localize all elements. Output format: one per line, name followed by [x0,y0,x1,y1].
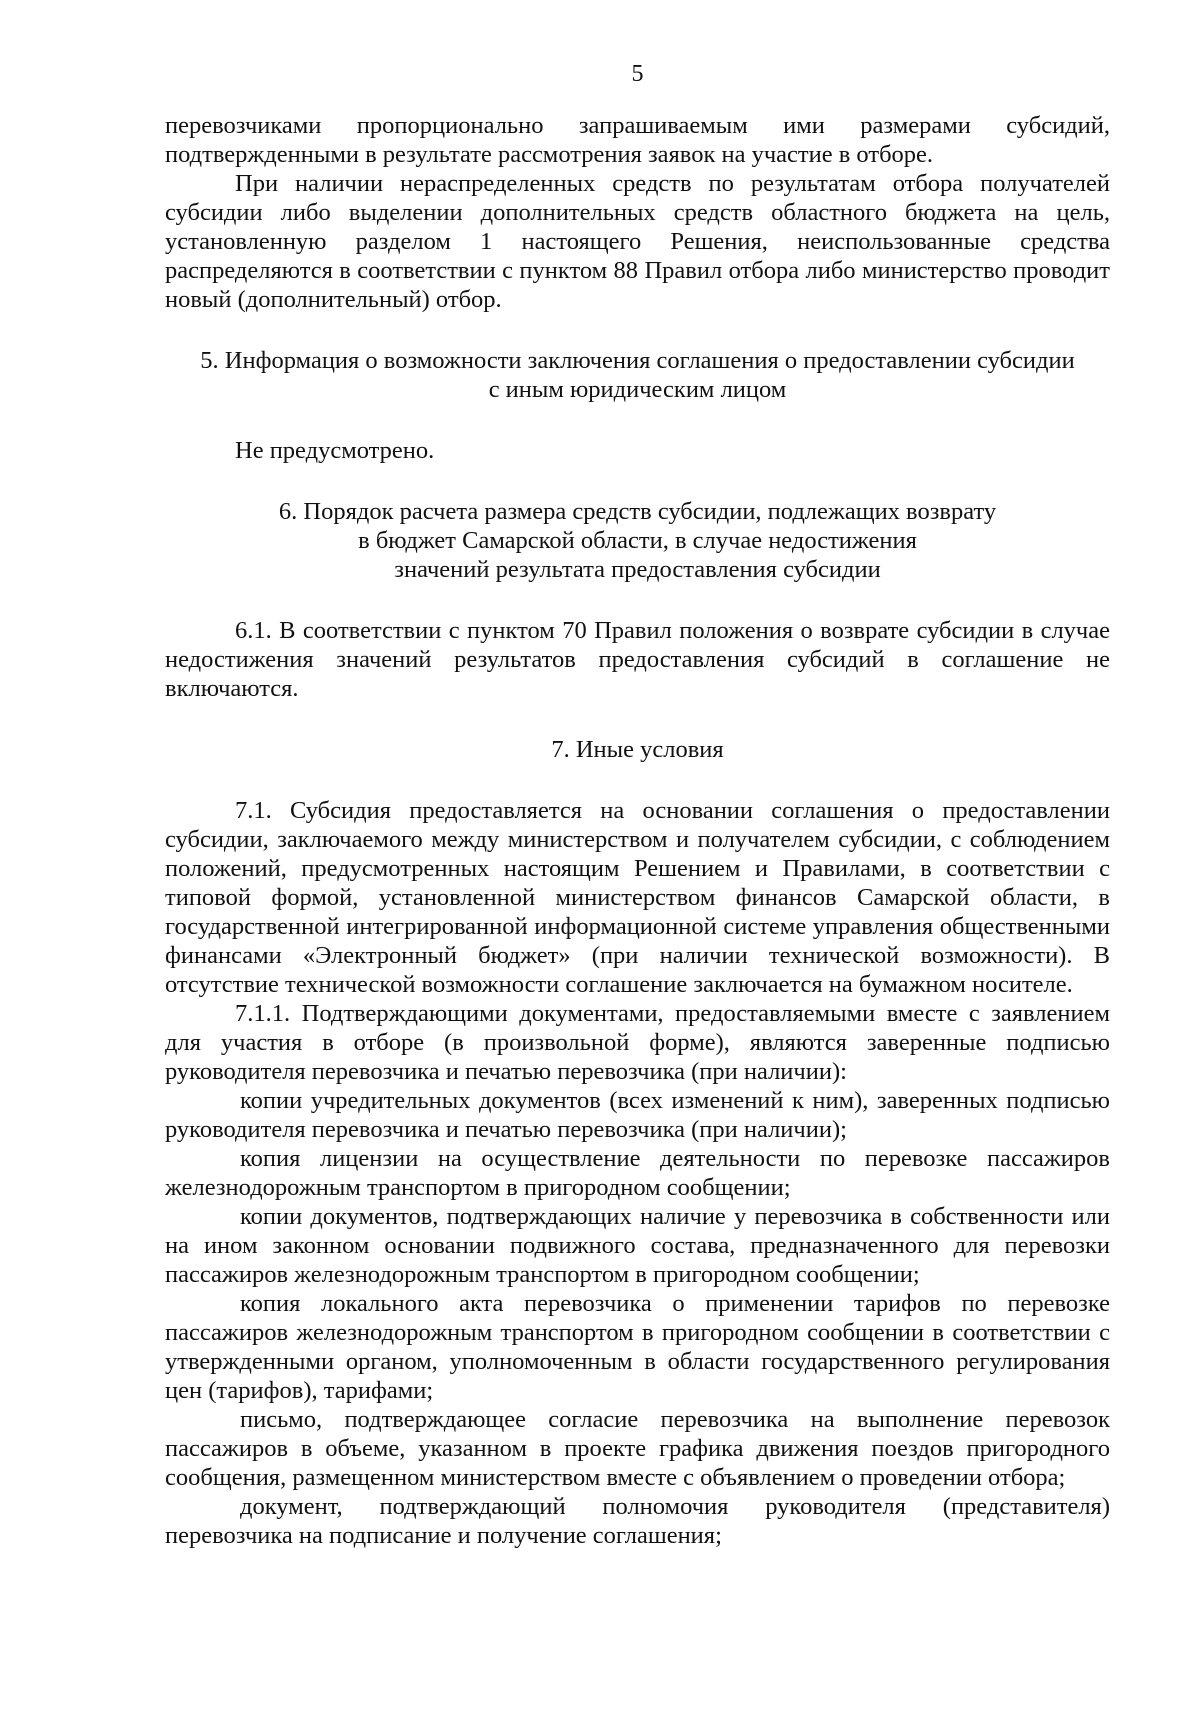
spacer [165,404,1110,436]
list-item-document-3: копии документов, подтверждающих наличие у перевозчика в собственности или на ином законном основании подвижного состава, предназначенного для перевозки пассажиров железнодорожным транспортом в пригородном сообщении; [165,1203,1110,1288]
spacer [165,465,1110,497]
section-5-heading-line-1: 5. Информация о возможности заключения соглашения о предоставлении субсидии [200,347,1075,374]
spacer [165,764,1110,796]
spacer [165,584,1110,616]
list-item-document-5: письмо, подтверждающее согласие перевозчика на выполнение перевозок пассажиров в объеме, указанном в проекте графика движения поездов пригородного сообщения, размещенном министерством вместе с объявлением о проведении отбора; [165,1406,1110,1491]
paragraph-6-1: 6.1. В соответствии с пунктом 70 Правил положения о возврате субсидии в случае недостижения значений результатов предоставления субсидий в соглашение не включаются. [165,617,1110,702]
section-6-heading-line-1: 6. Порядок расчета размера средств субсидии, подлежащих возврату [278,498,997,525]
page-number: 5 [631,61,644,87]
section-6-heading-line-2: в бюджет Самарской области, в случае недостижения [358,527,917,554]
section-6-heading-line-3: значений результата предоставления субсидии [394,556,881,583]
paragraph-7-1-1: 7.1.1. Подтверждающими документами, предоставляемыми вместе с заявлением для участия в отборе (в произвольной форме), являются заверенные подписью руководителя перевозчика и печатью перевозчика (при наличии): [165,1000,1110,1085]
section-7-heading: 7. Иные условия [551,736,724,763]
paragraph-7-1: 7.1. Субсидия предоставляется на основании соглашения о предоставлении субсидии, заключаемого между министерством и получателем субсидии, с соблюдением положений, предусмотренных настоящим Решением и Правилами, в соответствии с типовой формой, установленной министерством финансов Самарской области, в государственной интегрированной информационной системе управления общественными финансами «Электронный бюджет» (при наличии технической возможности). В отсутствие технической возможности соглашение заключается на бумажном носителе. [165,797,1110,998]
list-item-document-2: копия лицензии на осуществление деятельности по перевозке пассажиров железнодорожным транспортом в пригородном сообщении; [165,1145,1110,1201]
section-5-text: Не предусмотрено. [235,437,435,464]
spacer [165,703,1110,735]
list-item-document-6: документ, подтверждающий полномочия руководителя (представителя) перевозчика на подписание и получение соглашения; [165,1493,1110,1549]
spacer [165,314,1110,346]
list-item-document-1: копии учредительных документов (всех изменений к ним), заверенных подписью руководителя перевозчика и печатью перевозчика (при наличии); [165,1087,1110,1143]
paragraph-continuation: перевозчиками пропорционально запрашиваемым ими размерами субсидий, подтвержденными в результате рассмотрения заявок на участие в отборе. [165,112,1110,168]
section-5-heading-line-2: с иным юридическим лицом [488,376,787,403]
paragraph-unallocated-funds: При наличии нераспределенных средств по результатам отбора получателей субсидии либо выделении дополнительных средств областного бюджета на цель, установленную разделом 1 настоящего Решения, неиспользованные средства распределяются в соответствии с пунктом 88 Правил отбора либо министерство проводит новый (дополнительный) отбор. [165,170,1110,313]
list-item-document-4: копия локального акта перевозчика о применении тарифов по перевозке пассажиров железнодорожным транспортом в пригородном сообщении в соответствии с утвержденными органом, уполномоченным в области государственного регулирования цен (тарифов), тарифами; [165,1290,1110,1404]
document-page [165,60,1110,1550]
